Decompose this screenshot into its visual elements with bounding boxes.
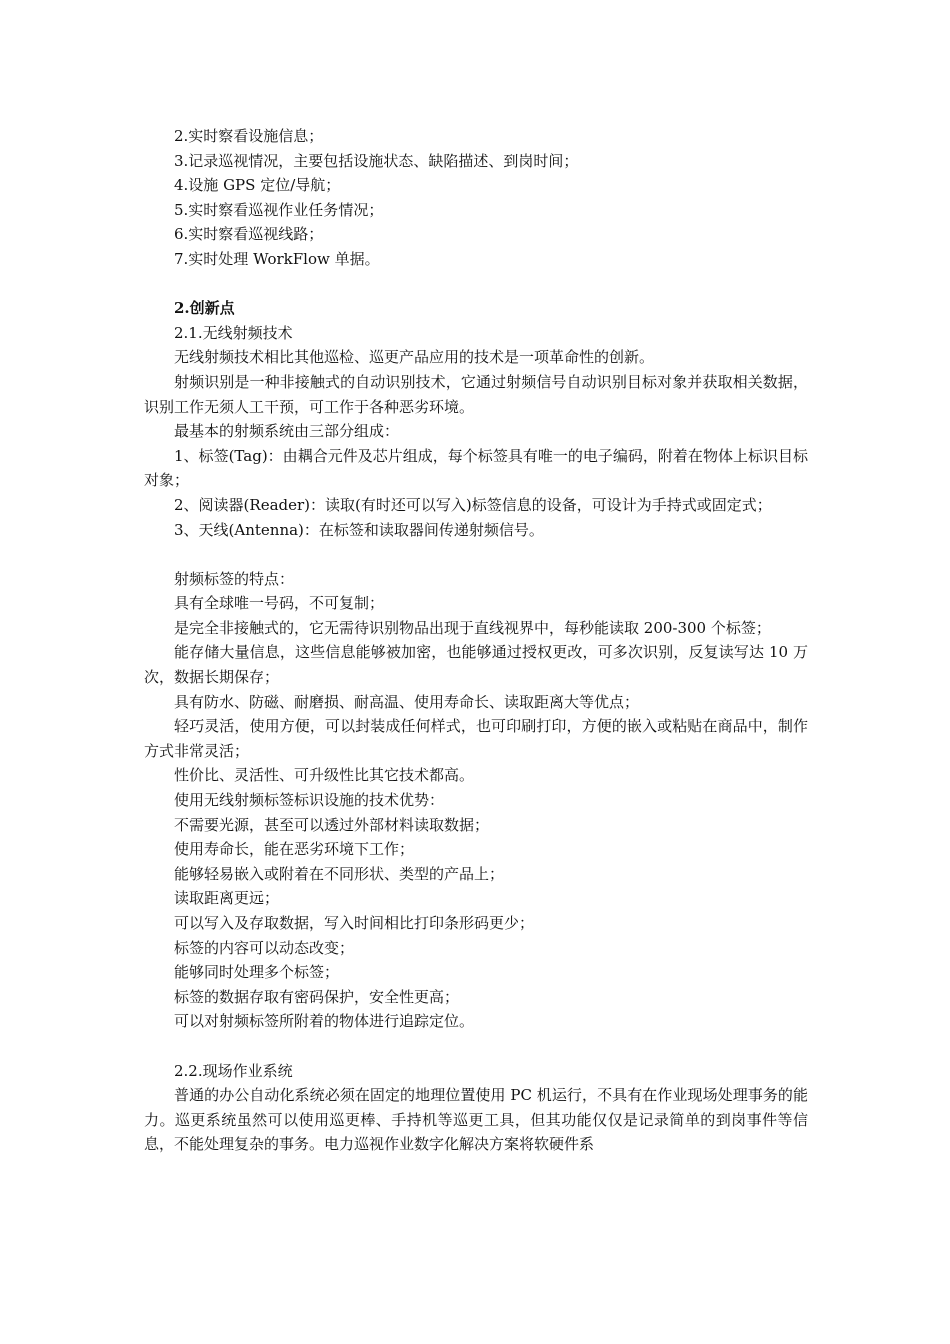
paragraph: 可以写入及存取数据，写入时间相比打印条形码更少； — [174, 914, 535, 932]
list-item: 3.记录巡视情况，主要包括设施状态、缺陷描述、到岗时间； — [174, 151, 579, 170]
paragraph: 3、天线(Antenna)：在标签和读取器间传递射频信号。 — [174, 520, 544, 539]
subsection-heading: 2.1.无线射频技术 — [174, 323, 293, 342]
section-heading: 2.创新点 — [174, 299, 235, 318]
paragraph: 能够同时处理多个标签； — [174, 963, 340, 982]
list-item: 7.实时处理 WorkFlow 单据。 — [174, 249, 380, 268]
paragraph: 最基本的射频系统由三部分组成： — [174, 422, 400, 441]
paragraph: 读取距离更远； — [174, 889, 280, 908]
paragraph: 射频识别是一种非接触式的自动识别技术，它通过射频信号自动识别目标对象并获取相关数据，识别工作无须人工干预，可工作于各种恶劣环境。 — [144, 372, 808, 416]
blank-line — [144, 542, 808, 567]
paragraph: 射频标签的特点： — [174, 569, 295, 588]
paragraph: 具有全球唯一号码，不可复制； — [174, 594, 385, 613]
paragraph: 性价比、灵活性、可升级性比其它技术都高。 — [174, 766, 475, 785]
paragraph: 标签的数据存取有密码保护，安全性更高； — [174, 987, 460, 1006]
paragraph: 标签的内容可以动态改变； — [174, 938, 355, 957]
paragraph: 无线射频技术相比其他巡检、巡更产品应用的技术是一项革命性的创新。 — [174, 348, 655, 367]
list-item: 4.设施 GPS 定位/导航； — [174, 176, 341, 195]
subsection-heading: 2.2.现场作业系统 — [174, 1061, 293, 1080]
paragraph: 2、阅读器(Reader)：读取(有时还可以写入)标签信息的设备，可设计为手持式或固定式； — [174, 495, 772, 514]
paragraph: 普通的办公自动化系统必须在固定的地理位置使用 PC 机运行，不具有在作业现场处理事务的能力。巡更系统虽然可以使用巡更棒、手持机等巡更工具，但其功能仅仅是记录简单的到岗事件等信息，不能处理复杂的事务。电力巡视作业数字化解决方案将软硬件系 — [144, 1086, 808, 1154]
blank-line — [144, 272, 808, 297]
list-item: 2.实时察看设施信息； — [174, 127, 324, 145]
document-page — [144, 124, 808, 1157]
paragraph: 使用无线射频标签标识设施的技术优势： — [174, 791, 445, 810]
paragraph: 具有防水、防磁、耐磨损、耐高温、使用寿命长、读取距离大等优点； — [174, 692, 640, 711]
paragraph: 能存储大量信息，这些信息能够被加密，也能够通过授权更改，可多次识别，反复读写达 10 万次，数据长期保存； — [144, 643, 808, 687]
paragraph: 1、标签(Tag)：由耦合元件及芯片组成，每个标签具有唯一的电子编码，附着在物体上标识目标对象； — [144, 446, 808, 490]
paragraph: 不需要光源，甚至可以透过外部材料读取数据； — [174, 815, 490, 834]
paragraph: 是完全非接触式的，它无需待识别物品出现于直线视界中，每秒能读取 200-300 个标签； — [174, 618, 771, 637]
list-item: 6.实时察看巡视线路； — [174, 225, 324, 244]
blank-line — [144, 1034, 808, 1059]
paragraph: 能够轻易嵌入或附着在不同形状、类型的产品上； — [174, 864, 505, 883]
paragraph: 使用寿命长，能在恶劣环境下工作； — [174, 840, 415, 859]
paragraph: 轻巧灵活，使用方便，可以封装成任何样式，也可印刷打印，方便的嵌入或粘贴在商品中，制作方式非常灵活； — [144, 717, 808, 760]
paragraph: 可以对射频标签所附着的物体进行追踪定位。 — [174, 1012, 475, 1031]
list-item: 5.实时察看巡视作业任务情况； — [174, 200, 384, 219]
